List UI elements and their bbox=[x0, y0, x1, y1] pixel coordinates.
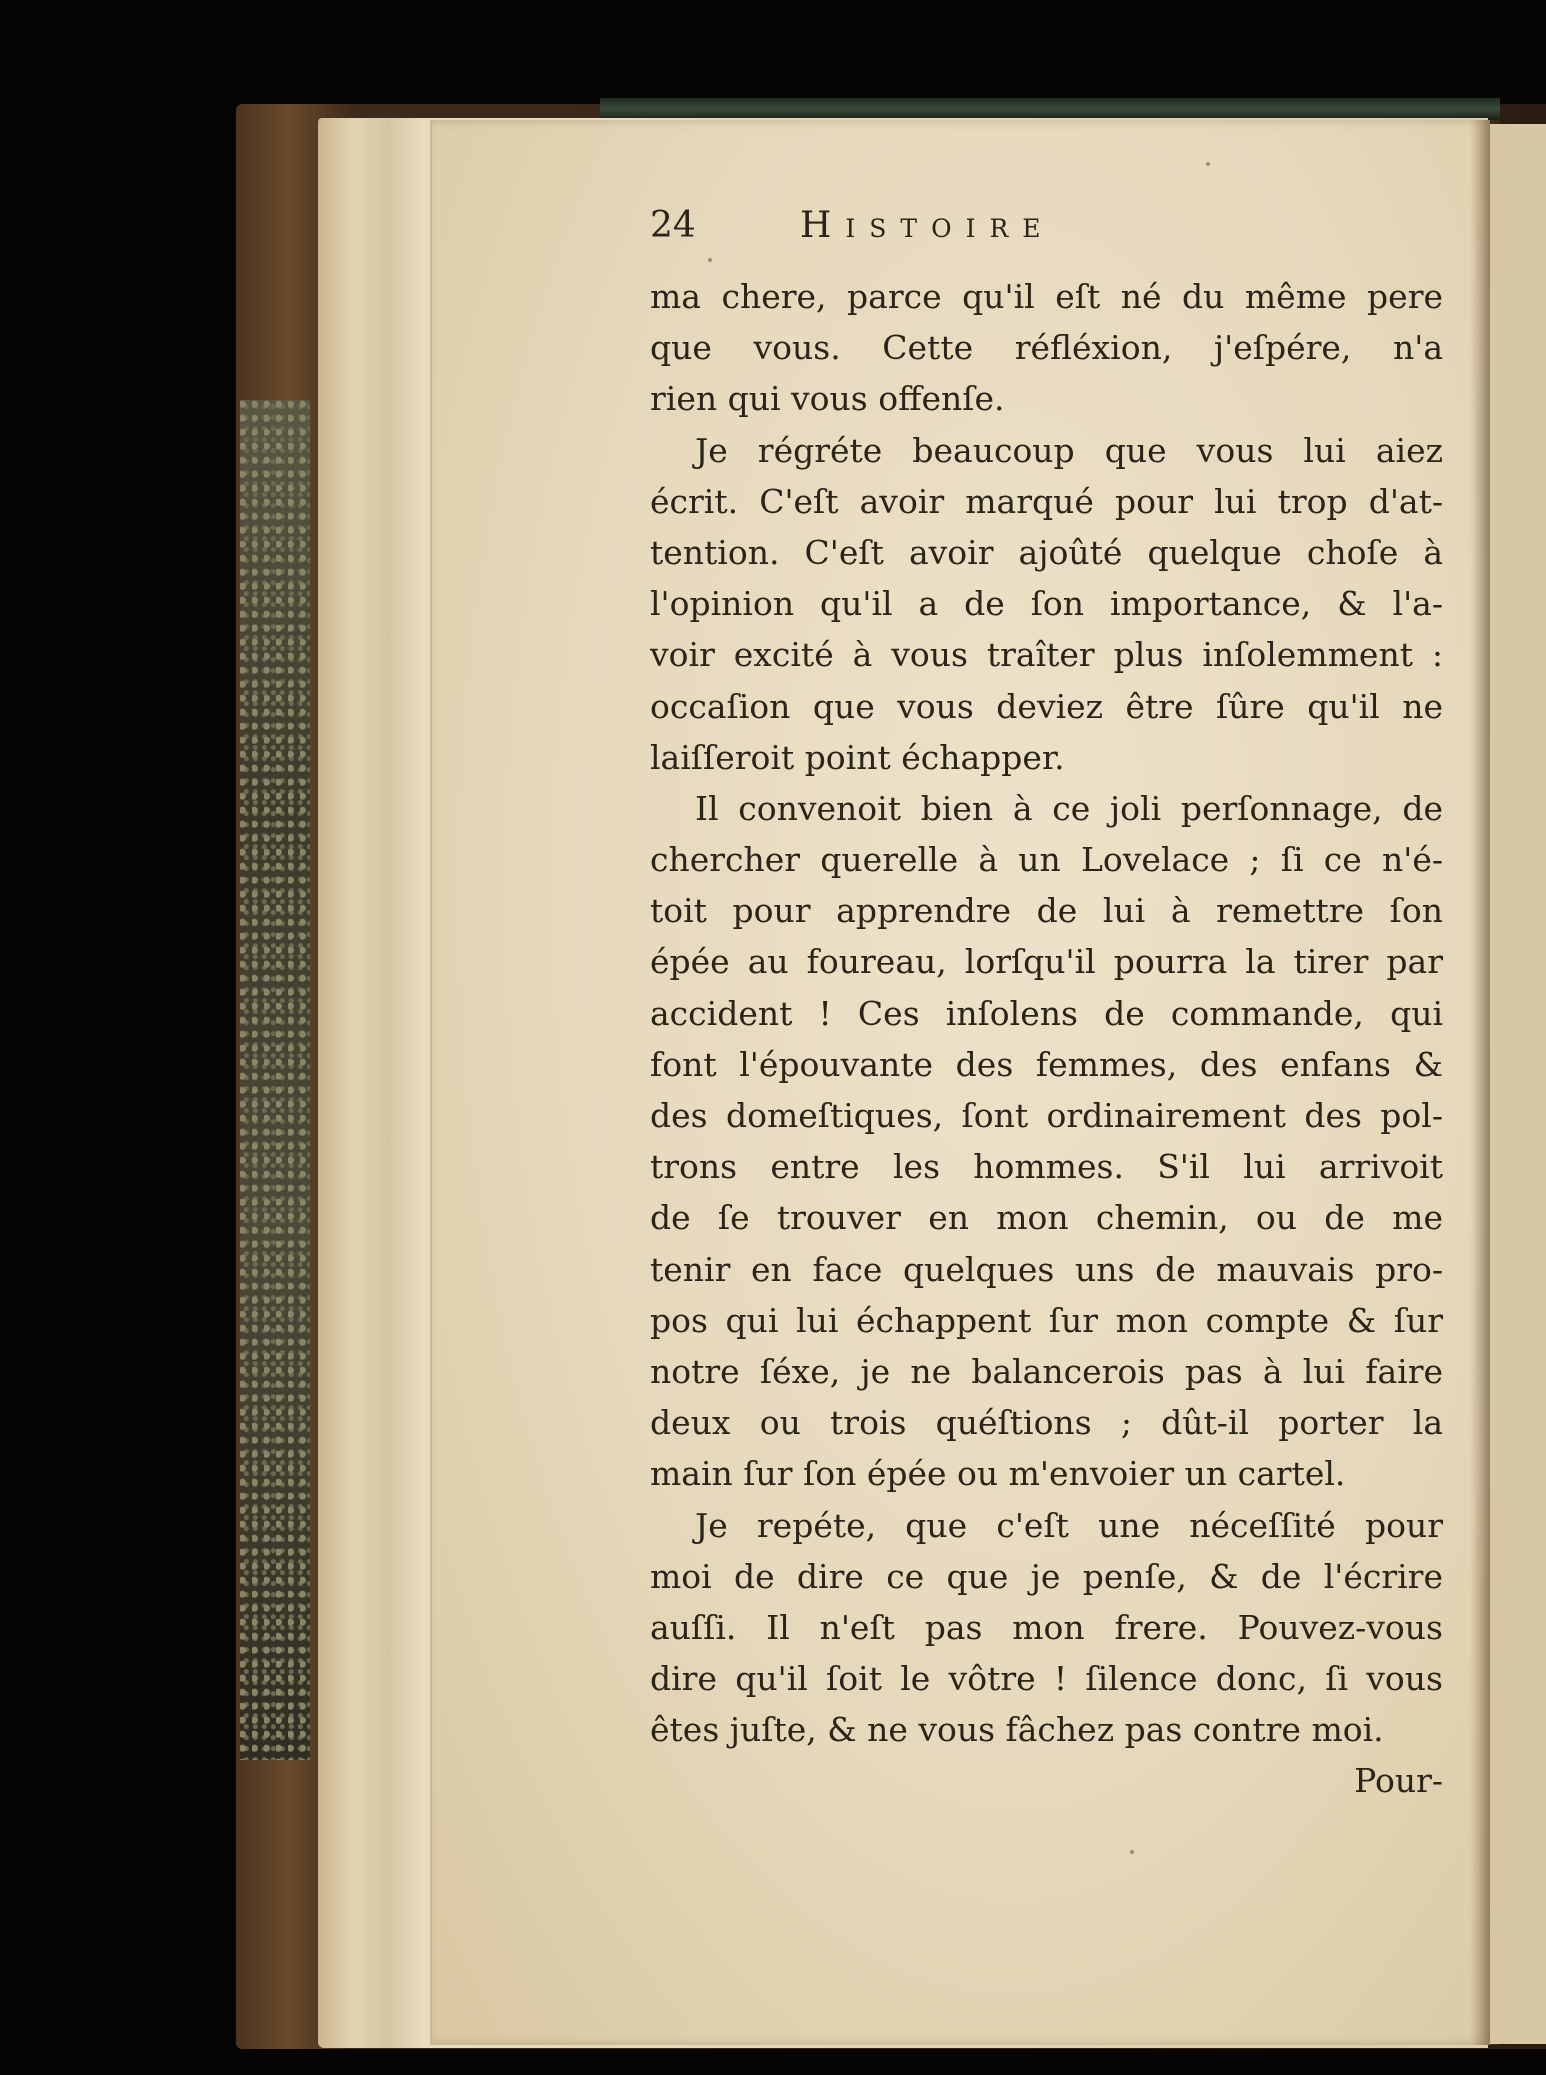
text-line: épée au foureau, lorſqu'il pourra la tirer par bbox=[650, 942, 1443, 982]
catchword: Pour- bbox=[1354, 1761, 1443, 1801]
text-line: tention. C'eſt avoir ajoûté quelque choſe à bbox=[650, 532, 1443, 572]
text-line: voir excité à vous traîter plus inſolemment : bbox=[650, 635, 1443, 675]
text-line: accident ! Ces inſolens de commande, qui bbox=[650, 993, 1443, 1033]
text-line: rien qui vous offenſe. bbox=[650, 379, 1005, 419]
paper-speck bbox=[1206, 162, 1210, 166]
text-line: écrit. C'eſt avoir marqué pour lui trop d'at- bbox=[650, 481, 1443, 521]
text-line: êtes juſte, & ne vous fâchez pas contre moi. bbox=[650, 1710, 1384, 1750]
text-line: tenir en face quelques uns de mauvais pro- bbox=[650, 1249, 1443, 1289]
page-text bbox=[650, 205, 1450, 1806]
text-line: Il convenoit bien à ce joli perſonnage, de bbox=[695, 788, 1443, 828]
text-line: trons entre les hommes. S'il lui arrivoit bbox=[650, 1147, 1443, 1187]
text-line: auſſi. Il n'eſt pas mon frere. Pouvez-vous bbox=[650, 1607, 1443, 1647]
marbled-board bbox=[240, 400, 310, 1760]
text-line: des domeſtiques, ſont ordinairement des pol- bbox=[650, 1096, 1443, 1135]
text-line: chercher querelle à un Lovelace ; ſi ce n'é- bbox=[650, 840, 1443, 880]
text-line: l'opinion qu'il a de ſon importance, & l'a- bbox=[650, 584, 1443, 624]
text-line: de ſe trouver en mon chemin, ou de me bbox=[650, 1198, 1443, 1238]
text-line: main ſur ſon épée ou m'envoier un cartel. bbox=[650, 1454, 1346, 1494]
facing-page-edge bbox=[1490, 124, 1546, 2044]
text-line: Je régréte beaucoup que vous lui aiez bbox=[695, 430, 1443, 470]
body-text bbox=[650, 271, 1450, 1755]
spine-edge bbox=[600, 98, 1500, 120]
text-line: notre ſéxe, je ne balancerois pas à lui faire bbox=[650, 1351, 1443, 1391]
text-line: font l'épouvante des femmes, des enfans & bbox=[650, 1044, 1443, 1084]
text-line: toit pour apprendre de lui à remettre ſon bbox=[650, 891, 1443, 931]
page-header bbox=[650, 205, 1450, 267]
page-number: 24 bbox=[650, 205, 696, 246]
text-line: occaſion que vous deviez être ſûre qu'il ne bbox=[650, 686, 1443, 726]
text-line: que vous. Cette réfléxion, j'eſpére, n'a bbox=[650, 328, 1443, 368]
text-line: ma chere, parce qu'il eſt né du même pere bbox=[650, 277, 1443, 316]
text-line: pos qui lui échappent ſur mon compte & ſur bbox=[650, 1300, 1443, 1340]
running-head: Histoire bbox=[800, 205, 1055, 246]
paper-speck bbox=[1130, 1850, 1134, 1854]
text-line: laiſſeroit point échapper. bbox=[650, 737, 1065, 777]
text-line: Je repéte, que c'eſt une néceſſité pour bbox=[695, 1505, 1443, 1545]
text-line: deux ou trois quéſtions ; dût-il porter la bbox=[650, 1403, 1443, 1443]
text-line: moi de dire ce que je penſe, & de l'écrire bbox=[650, 1556, 1443, 1596]
text-line: dire qu'il ſoit le vôtre ! ſilence donc, ſi vous bbox=[650, 1659, 1443, 1699]
